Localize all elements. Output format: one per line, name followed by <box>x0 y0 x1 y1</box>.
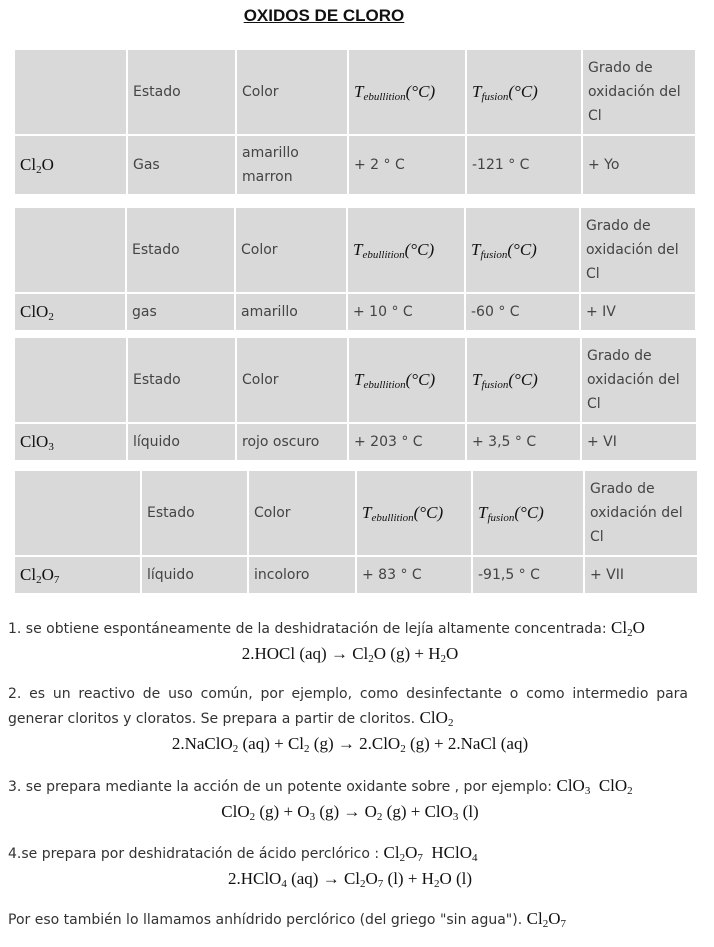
empty-header-cell <box>15 50 126 134</box>
header-t-fusion: $T_{fusion}(^\circ C)$ <box>466 208 579 292</box>
grado-cell: + VI <box>582 424 696 460</box>
table-row <box>15 557 697 593</box>
formula-inline: $Cl_2O_7$ <box>526 909 566 930</box>
header-t-ebullition: $T_{ebullition}(^\circ C)$ <box>349 338 465 422</box>
header-t-fusion: $T_{fusion}(^\circ C)$ <box>467 338 580 422</box>
table-header-row <box>15 50 695 134</box>
paragraph-2: 2. es un reactivo de uso común, por ejemplo, como desinfectante o como intermedio para generar cloritos y cloratos. Se prepara a partir de cloritos. ClO$_2$ <box>8 686 688 729</box>
ebullition-cell: + 10 ° C <box>348 294 464 330</box>
oxide-table-cl2o <box>13 48 697 196</box>
oxide-table-cl2o7 <box>13 469 699 595</box>
fusion-cell: + 3,5 ° C <box>467 424 580 460</box>
header-estado: Estado <box>128 50 235 134</box>
page-title: OXIDOS DE CLORO <box>243 6 405 25</box>
formula-inline: $Cl_2O$ <box>611 618 645 639</box>
header-grado-oxidacion: Grado de oxidación del Cl <box>581 208 695 292</box>
header-t-fusion: $T_{fusion}(^\circ C)$ <box>473 471 583 555</box>
table-row <box>15 424 696 460</box>
formula-inline: ClO$_2$ <box>419 708 454 729</box>
fusion-cell: -91,5 ° C <box>473 557 583 593</box>
ebullition-cell: + 203 ° C <box>349 424 465 460</box>
formula-cell: ClO$_3$ <box>15 424 126 460</box>
header-t-fusion: $T_{fusion}(^\circ C)$ <box>467 50 581 134</box>
estado-cell: gas <box>127 294 234 330</box>
formula-cell: ClO$_2$ <box>15 294 125 330</box>
header-estado: Estado <box>128 338 235 422</box>
header-grado-oxidacion: Grado de oxidación del Cl <box>583 50 695 134</box>
table-row <box>15 294 695 330</box>
header-t-ebullition: $T_{ebullition}(^\circ C)$ <box>357 471 471 555</box>
grado-cell: + VII <box>585 557 697 593</box>
header-color: Color <box>249 471 355 555</box>
header-grado-oxidacion: Grado de oxidación del Cl <box>582 338 696 422</box>
paragraph-1: 1. se obtiene espontáneamente de la deshidratación de lejía altamente concentrada: $Cl_2O$ <box>8 618 645 639</box>
paragraph-5: Por eso también lo llamamos anhídrido perclórico (del griego "sin agua"). $Cl_2O_7$ <box>8 909 566 930</box>
color-cell: amarillo <box>236 294 346 330</box>
equation-4: 2.HClO$_4$ $(aq) \to Cl_2O_7$ $(l) + H_2O$ (l) <box>227 869 473 890</box>
header-color: Color <box>237 338 347 422</box>
equation-2: 2.NaClO$_2$ $(aq) + Cl_2$ (g) → 2.ClO$_2$ (g) + 2.NaCl (aq) <box>171 734 529 755</box>
formula-inline: $Cl_2O_7$ HClO$_4$ <box>383 843 478 864</box>
color-cell: incoloro <box>249 557 355 593</box>
estado-cell: líquido <box>128 424 235 460</box>
ebullition-cell: + 83 ° C <box>357 557 471 593</box>
formula-cell: $Cl_2O_7$ <box>15 557 140 593</box>
paragraph-4: 4.se prepara por deshidratación de ácido perclórico : $Cl_2O_7$ HClO$_4$ <box>8 843 478 864</box>
header-color: Color <box>237 50 347 134</box>
header-grado-oxidacion: Grado de oxidación del Cl <box>585 471 697 555</box>
header-estado: Estado <box>142 471 247 555</box>
paragraph-3: 3. se prepara mediante la acción de un potente oxidante sobre , por ejemplo: ClO$_3$ ClO$_2$ <box>8 776 633 797</box>
estado-cell: líquido <box>142 557 247 593</box>
grado-cell: + Yo <box>583 136 695 194</box>
fusion-cell: -60 ° C <box>466 294 579 330</box>
oxide-table-clo2 <box>13 206 697 332</box>
table-header-row <box>15 338 696 422</box>
color-cell: amarillo marron <box>237 136 347 194</box>
equation-3: ClO$_2$ $(g) + O_3$ $(g) \to O_2$ (g) + ClO$_3$ (l) <box>221 802 479 823</box>
formula-inline: ClO$_3$ ClO$_2$ <box>556 776 633 797</box>
color-cell: rojo oscuro <box>237 424 347 460</box>
ebullition-cell: + 2 ° C <box>349 136 465 194</box>
header-color: Color <box>236 208 346 292</box>
equation-1: 2.HOCl $(aq) \to Cl_2O$ $(g) + H_2O$ <box>241 644 459 665</box>
table-header-row <box>15 208 695 292</box>
header-estado: Estado <box>127 208 234 292</box>
table-row <box>15 136 695 194</box>
empty-header-cell <box>15 338 126 422</box>
empty-header-cell <box>15 208 125 292</box>
table-header-row <box>15 471 697 555</box>
estado-cell: Gas <box>128 136 235 194</box>
grado-cell: + IV <box>581 294 695 330</box>
formula-cell: $Cl_2O$ <box>15 136 126 194</box>
empty-header-cell <box>15 471 140 555</box>
oxide-table-clo3 <box>13 336 698 462</box>
header-t-ebullition: $T_{ebullition}(^\circ C)$ <box>348 208 464 292</box>
fusion-cell: -121 ° C <box>467 136 581 194</box>
header-t-ebullition: $T_{ebullition}(^\circ C)$ <box>349 50 465 134</box>
